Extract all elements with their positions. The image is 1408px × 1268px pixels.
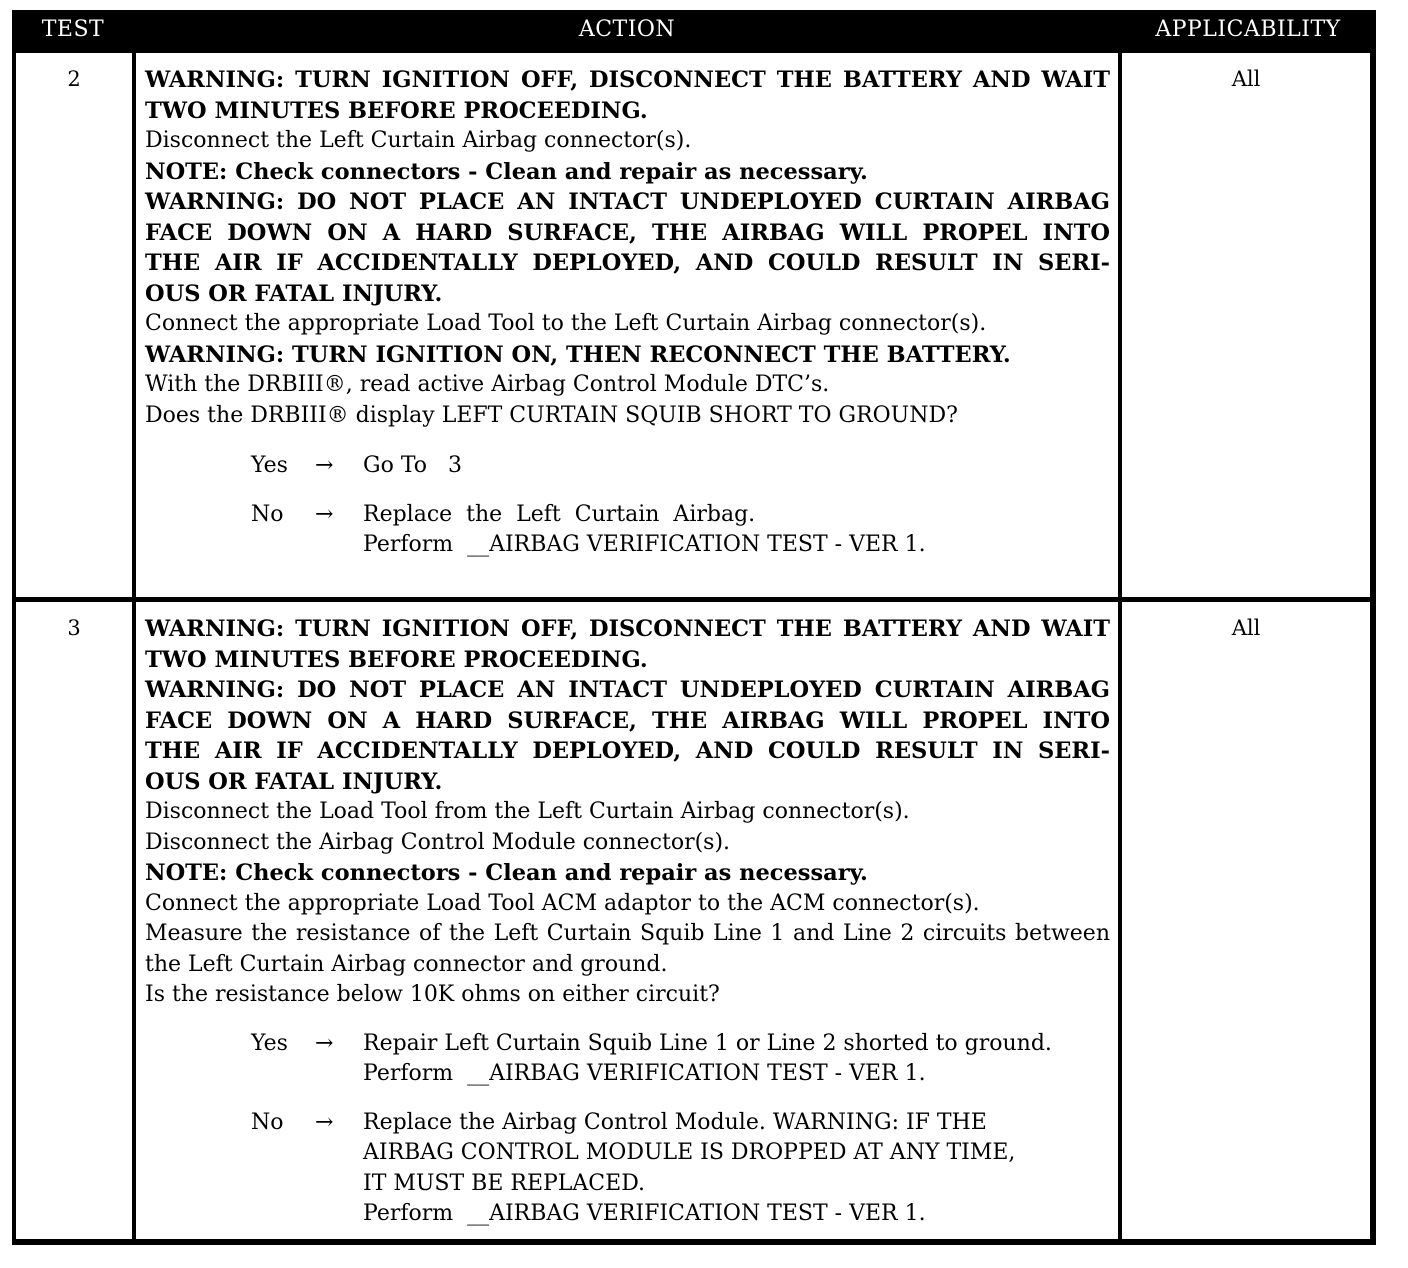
action-cell-test-2 [136, 53, 1118, 597]
answer-yes [251, 451, 1110, 482]
action-cell-test-3 [136, 602, 1118, 1239]
instruction-line: Connect the appropriate Load Tool ACM adaptor to the ACM connector(s). [145, 890, 980, 916]
answer-result [363, 500, 1110, 561]
answer-line: Replace the Airbag Control Module. WARNING: IF THE [363, 1109, 987, 1135]
warning-line: WARNING: TURN IGNITION OFF, DISCONNECT THE BATTERY AND WAIT [145, 616, 1110, 642]
test-number-3 [16, 602, 132, 1239]
diagnostic-test-table [12, 10, 1376, 1245]
answer-no [251, 500, 1110, 561]
question-line: Is the resistance below 10K ohms on either circuit? [145, 982, 720, 1007]
answer-result [363, 1029, 1110, 1090]
answer-label: No [251, 501, 284, 527]
answer-line: Perform __AIRBAG VERIFICATION TEST - VER 1. [363, 1201, 926, 1226]
answer-options [145, 1029, 1110, 1230]
answer-label: Yes [251, 1030, 288, 1056]
note-line: NOTE: Check connectors - Clean and repair as necessary. [145, 158, 868, 185]
header-test: TEST [41, 17, 105, 42]
instruction-line: Disconnect the Airbag Control Module connector(s). [145, 829, 731, 855]
warning-line: TWO MINUTES BEFORE PROCEEDING. [145, 646, 648, 673]
warning-line: THE AIR IF ACCIDENTALLY DEPLOYED, AND COULD RESULT IN SERI- [145, 738, 1110, 764]
instruction-line: Disconnect the Left Curtain Airbag connector(s). [145, 128, 692, 153]
applicability-cell-test-3 [1122, 602, 1370, 1239]
right-arrow-icon: → [315, 1030, 334, 1056]
warning-line: WARNING: DO NOT PLACE AN INTACT UNDEPLOYED CURTAIN AIRBAG [145, 189, 1110, 215]
warning-line: THE AIR IF ACCIDENTALLY DEPLOYED, AND COULD RESULT IN SERI- [145, 250, 1110, 276]
right-arrow-icon: → [315, 453, 334, 478]
header-applicability: APPLICABILITY [1155, 17, 1341, 42]
instruction-line: Connect the appropriate Load Tool to the Left Curtain Airbag connector(s). [145, 311, 987, 336]
answer-line: AIRBAG CONTROL MODULE IS DROPPED AT ANY TIME, [363, 1140, 1016, 1165]
warning-line: WARNING: TURN IGNITION ON, THEN RECONNECT THE BATTERY. [145, 341, 1011, 368]
answer-line: Go To 3 [363, 453, 462, 478]
answer-line: Replace the Left Curtain Airbag. [363, 501, 756, 527]
instruction-line: Measure the resistance of the Left Curtain Squib Line 1 and Line 2 circuits between [145, 921, 1110, 946]
applicability-cell-test-2 [1122, 53, 1370, 597]
warning-line: OUS OR FATAL INJURY. [145, 768, 443, 795]
warning-line: WARNING: DO NOT PLACE AN INTACT UNDEPLOYED CURTAIN AIRBAG [145, 677, 1110, 703]
instruction-line: the Left Curtain Airbag connector and ground. [145, 951, 668, 977]
test-number: 2 [67, 67, 81, 91]
warning-line: WARNING: TURN IGNITION OFF, DISCONNECT THE BATTERY AND WAIT [145, 67, 1110, 93]
applicability-value: All [1231, 616, 1261, 640]
instruction-line: Disconnect the Load Tool from the Left Curtain Airbag connector(s). [145, 799, 910, 824]
answer-options [145, 451, 1110, 561]
answer-no [251, 1108, 1110, 1230]
test-number-2 [16, 53, 132, 597]
answer-line: Perform __AIRBAG VERIFICATION TEST - VER 1. [363, 1061, 926, 1086]
answer-label: Yes [251, 453, 288, 478]
answer-line: Perform __AIRBAG VERIFICATION TEST - VER 1. [363, 532, 926, 557]
warning-line: FACE DOWN ON A HARD SURFACE, THE AIRBAG WILL PROPEL INTO [145, 219, 1110, 246]
question-line: Does the DRBIII® display LEFT CURTAIN SQUIB SHORT TO GROUND? [145, 402, 958, 428]
header-action: ACTION [578, 17, 676, 42]
right-arrow-icon: → [315, 501, 334, 527]
answer-yes [251, 1029, 1110, 1090]
instruction-line: With the DRBIII®, read active Airbag Control Module DTC’s. [145, 372, 830, 397]
answer-line: IT MUST BE REPLACED. [363, 1170, 646, 1196]
answer-result [363, 451, 1110, 482]
test-number: 3 [67, 616, 81, 640]
applicability-value: All [1231, 67, 1261, 91]
warning-line: TWO MINUTES BEFORE PROCEEDING. [145, 97, 648, 124]
answer-line: Repair Left Curtain Squib Line 1 or Line 2 shorted to ground. [363, 1030, 1052, 1056]
note-line: NOTE: Check connectors - Clean and repair as necessary. [145, 860, 868, 886]
warning-line: OUS OR FATAL INJURY. [145, 280, 443, 307]
answer-result [363, 1108, 1110, 1230]
right-arrow-icon: → [315, 1109, 334, 1135]
answer-label: No [251, 1109, 284, 1135]
warning-line: FACE DOWN ON A HARD SURFACE, THE AIRBAG WILL PROPEL INTO [145, 707, 1110, 734]
